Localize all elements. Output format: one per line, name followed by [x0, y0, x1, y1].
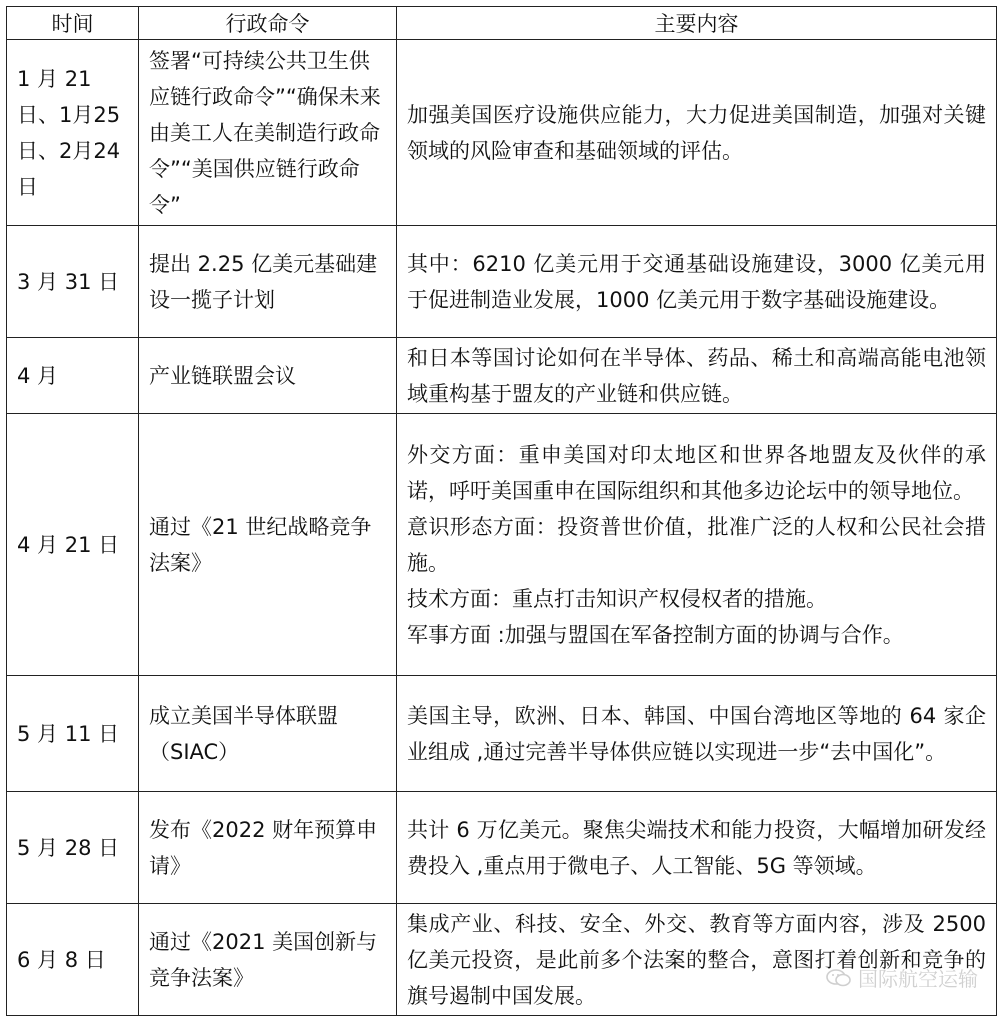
cell-order: 通过《2021 美国创新与竞争法案》 — [139, 904, 397, 1016]
content-paragraph: 加强美国医疗设施供应能力，大力促进美国制造，加强对关键领域的风险审查和基础领域的评估。 — [407, 102, 986, 163]
table-row — [7, 338, 997, 414]
wechat-icon — [826, 968, 852, 988]
cell-time: 4 月 — [7, 338, 139, 414]
cell-time: 4 月 21 日 — [7, 414, 139, 676]
table-row — [7, 414, 997, 676]
cell-time: 5 月 28 日 — [7, 792, 139, 904]
header-content: 主要内容 — [397, 7, 997, 40]
table-row — [7, 40, 997, 226]
content-paragraph: 和日本等国讨论如何在半导体、药品、稀土和高端高能电池领域重构基于盟友的产业链和供应链。 — [407, 345, 986, 406]
table-row — [7, 904, 997, 1016]
table-row — [7, 792, 997, 904]
content-paragraph: 集成产业、科技、安全、外交、教育等方面内容，涉及 2500 亿美元投资，是此前多个法案的整合，意图打着创新和竞争的旗号遏制中国发展。 — [407, 911, 986, 1008]
cell-order: 产业链联盟会议 — [139, 338, 397, 414]
cell-time: 3 月 31 日 — [7, 226, 139, 338]
table-row — [7, 676, 997, 792]
cell-content — [397, 40, 997, 226]
content-paragraph: 美国主导，欧洲、日本、韩国、中国台湾地区等地的 64 家企业组成 ,通过完善半导体供应链以实现进一步“去中国化”。 — [407, 703, 986, 764]
content-paragraph: 技术方面：重点打击知识产权侵权者的措施。 — [407, 586, 827, 611]
content-paragraph: 意识形态方面：投资普世价值，批准广泛的人权和公民社会措施。 — [407, 514, 986, 575]
cell-content — [397, 414, 997, 676]
cell-content — [397, 904, 997, 1016]
table-body — [7, 40, 997, 1016]
content-paragraph: 外交方面：重申美国对印太地区和世界各地盟友及伙伴的承诺，呼吁美国重申在国际组织和其他多边论坛中的领导地位。 — [407, 442, 986, 503]
cell-time: 5 月 11 日 — [7, 676, 139, 792]
table-row — [7, 226, 997, 338]
cell-order: 成立美国半导体联盟（SIAC） — [139, 676, 397, 792]
cell-content — [397, 338, 997, 414]
cell-content — [397, 792, 997, 904]
cell-content — [397, 226, 997, 338]
policy-table — [6, 6, 997, 1016]
content-paragraph: 共计 6 万亿美元。聚焦尖端技术和能力投资，大幅增加研发经费投入 ,重点用于微电子、人工智能、5G 等领域。 — [407, 817, 986, 878]
cell-time: 6 月 8 日 — [7, 904, 139, 1016]
cell-order: 通过《21 世纪战略竞争法案》 — [139, 414, 397, 676]
watermark — [826, 963, 978, 992]
cell-order: 发布《2022 财年预算申请》 — [139, 792, 397, 904]
content-paragraph: 其中：6210 亿美元用于交通基础设施建设，3000 亿美元用于促进制造业发展，1000 亿美元用于数字基础设施建设。 — [407, 251, 986, 312]
cell-time: 1 月 21 日、1月25 日、2月24 日 — [7, 40, 139, 226]
content-paragraph: 军事方面 :加强与盟国在军备控制方面的协调与合作。 — [407, 622, 904, 647]
watermark-text: 国际航空运输 — [858, 967, 978, 991]
header-time: 时间 — [7, 7, 139, 40]
table-header-row — [7, 7, 997, 40]
cell-order: 签署“可持续公共卫生供应链行政命令”“确保未来由美工人在美制造行政命令”“美国供应链行政命令” — [139, 40, 397, 226]
header-order: 行政命令 — [139, 7, 397, 40]
cell-content — [397, 676, 997, 792]
cell-order: 提出 2.25 亿美元基础建设一揽子计划 — [139, 226, 397, 338]
